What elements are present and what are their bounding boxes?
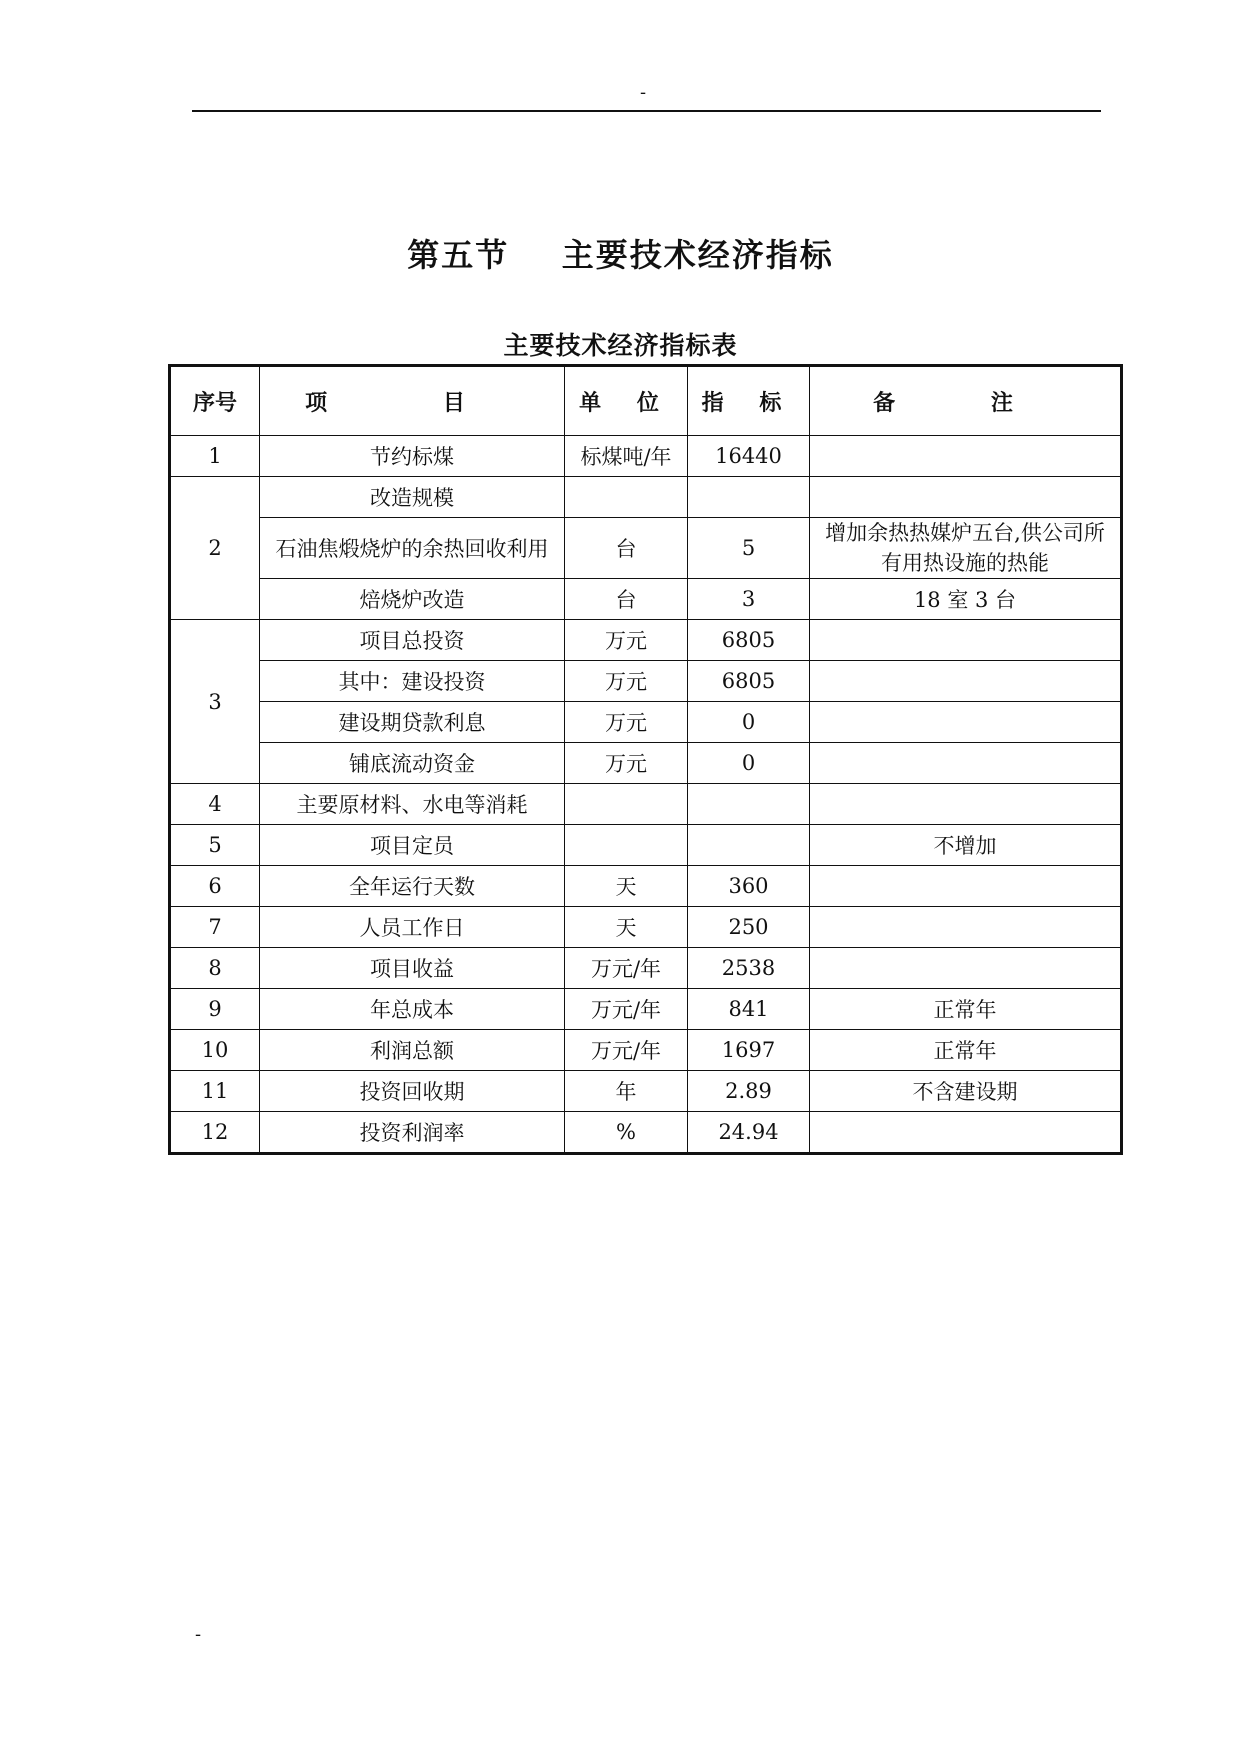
cell-unit: 天 [565,907,688,948]
table-row [170,784,1122,825]
cell-unit: % [565,1112,688,1154]
cell-item: 节约标煤 [260,436,565,477]
cell-remark [810,436,1122,477]
table-caption: 主要技术经济指标表 [503,331,738,360]
cell-item: 铺底流动资金 [260,743,565,784]
cell-remark: 不含建设期 [810,1071,1122,1112]
indicators-table [168,364,1123,1155]
cell-remark [810,620,1122,661]
cell-remark [810,866,1122,907]
cell-unit: 万元/年 [565,989,688,1030]
table-row [170,436,1122,477]
cell-unit [565,784,688,825]
table-row [170,1030,1122,1071]
cell-item: 投资回收期 [260,1071,565,1112]
cell-item: 项目总投资 [260,620,565,661]
table-row [170,743,1122,784]
header-rule [192,110,1101,112]
cell-value: 2538 [688,948,810,989]
cell-unit: 万元/年 [565,1030,688,1071]
cell-unit [565,825,688,866]
table-row [170,907,1122,948]
cell-remark [810,661,1122,702]
cell-item: 石油焦煅烧炉的余热回收利用 [260,518,565,579]
cell-value: 0 [688,702,810,743]
cell-remark-text: 增加余热热媒炉五台,供公司所有用热设施的热能 [825,521,1105,575]
cell-unit: 台 [565,518,688,579]
cell-remark [810,702,1122,743]
cell-unit: 万元 [565,620,688,661]
cell-no: 11 [170,1071,260,1112]
table-header-row [170,366,1122,436]
cell-unit: 万元 [565,702,688,743]
cell-value: 6805 [688,661,810,702]
footer-mark: - [195,1624,202,1645]
cell-remark [810,948,1122,989]
cell-unit: 万元/年 [565,948,688,989]
cell-no: 12 [170,1112,260,1154]
table-row [170,518,1122,579]
cell-value [688,477,810,518]
cell-value: 3 [688,579,810,620]
cell-value: 6805 [688,620,810,661]
cell-item: 项目收益 [260,948,565,989]
cell-remark [810,1112,1122,1154]
table-row [170,661,1122,702]
cell-value: 24.94 [688,1112,810,1154]
cell-value [688,825,810,866]
cell-value: 2.89 [688,1071,810,1112]
table-row [170,825,1122,866]
cell-item: 改造规模 [260,477,565,518]
cell-value: 0 [688,743,810,784]
cell-unit: 标煤吨/年 [565,436,688,477]
header-no: 序号 [170,366,260,436]
cell-no: 7 [170,907,260,948]
header-mark: - [640,82,647,103]
cell-value: 841 [688,989,810,1030]
cell-unit: 台 [565,579,688,620]
table-row [170,477,1122,518]
header-value: 指 标 [688,366,810,436]
cell-item: 年总成本 [260,989,565,1030]
section-title: 第五节 主要技术经济指标 [407,236,834,274]
cell-no: 3 [170,620,260,784]
table-row [170,989,1122,1030]
cell-item: 人员工作日 [260,907,565,948]
cell-unit: 年 [565,1071,688,1112]
table-row [170,579,1122,620]
cell-remark: 正常年 [810,989,1122,1030]
table-row [170,866,1122,907]
cell-unit: 天 [565,866,688,907]
cell-item: 投资利润率 [260,1112,565,1154]
cell-remark: 不增加 [810,825,1122,866]
header-remark: 备 注 [810,366,1122,436]
table-row [170,1071,1122,1112]
cell-unit [565,477,688,518]
cell-no: 9 [170,989,260,1030]
cell-item: 建设期贷款利息 [260,702,565,743]
cell-item: 全年运行天数 [260,866,565,907]
cell-remark [810,907,1122,948]
cell-no: 6 [170,866,260,907]
cell-remark [810,784,1122,825]
table-row [170,702,1122,743]
cell-remark: 正常年 [810,1030,1122,1071]
cell-no: 1 [170,436,260,477]
header-unit: 单 位 [565,366,688,436]
cell-value: 250 [688,907,810,948]
cell-remark [810,518,1122,579]
cell-value: 16440 [688,436,810,477]
cell-item: 项目定员 [260,825,565,866]
cell-item: 焙烧炉改造 [260,579,565,620]
cell-value: 5 [688,518,810,579]
cell-no: 8 [170,948,260,989]
table-row [170,620,1122,661]
cell-remark [810,743,1122,784]
cell-item: 其中：建设投资 [260,661,565,702]
cell-value: 1697 [688,1030,810,1071]
table-row [170,948,1122,989]
cell-value [688,784,810,825]
cell-unit: 万元 [565,661,688,702]
cell-unit: 万元 [565,743,688,784]
cell-remark: 18 室 3 台 [810,579,1122,620]
cell-no: 4 [170,784,260,825]
cell-item: 利润总额 [260,1030,565,1071]
cell-no: 5 [170,825,260,866]
table-row [170,1112,1122,1154]
cell-item: 主要原材料、水电等消耗 [260,784,565,825]
cell-no: 10 [170,1030,260,1071]
header-item: 项 目 [260,366,565,436]
cell-no: 2 [170,477,260,620]
cell-value: 360 [688,866,810,907]
cell-remark [810,477,1122,518]
